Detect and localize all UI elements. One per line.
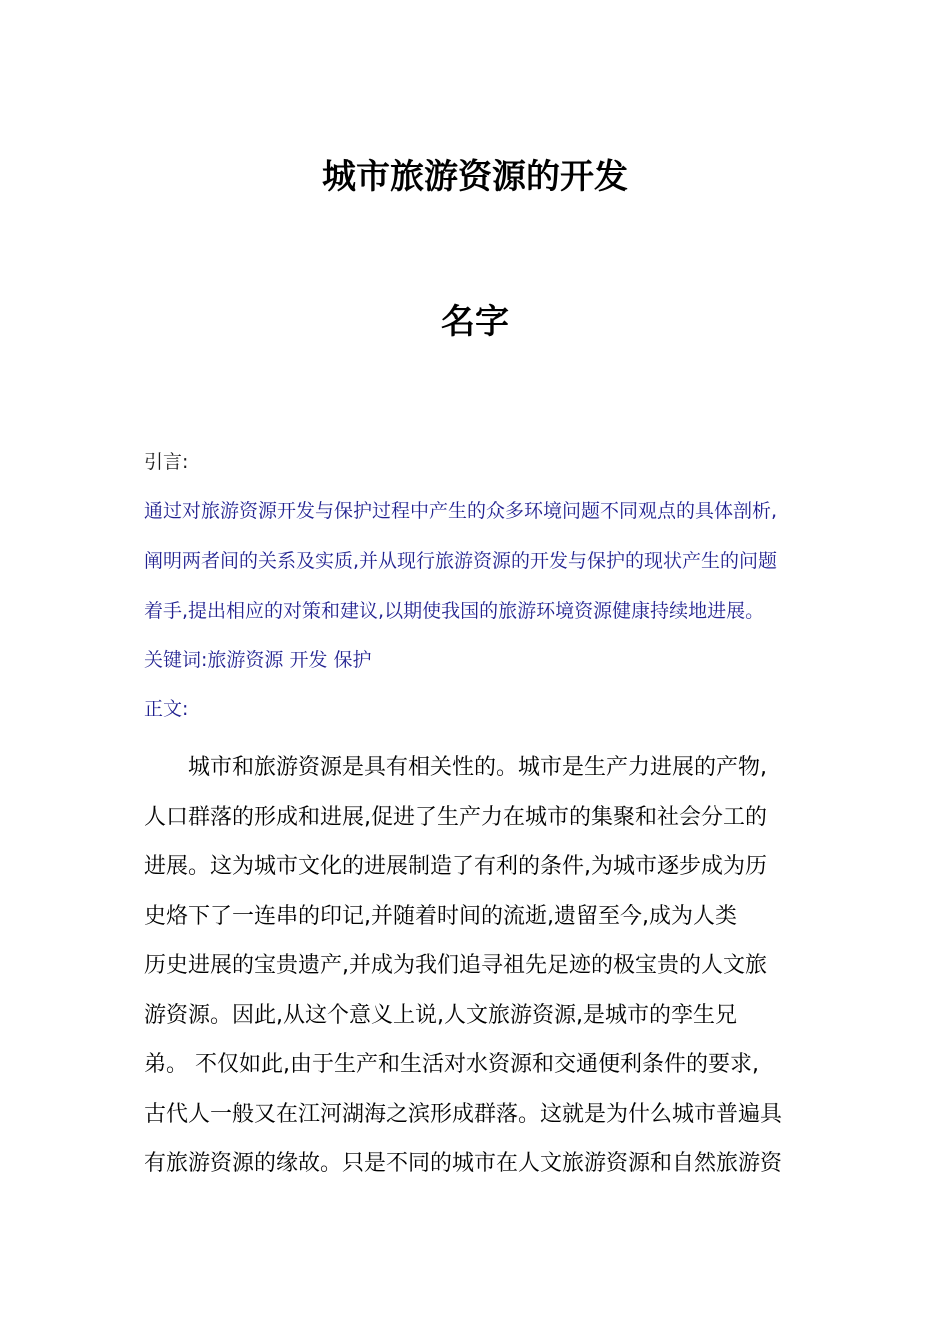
document-title: 城市旅游资源的开发 [322,157,628,197]
intro-label: 引言: [144,451,189,473]
author-name: 名字 [441,302,509,342]
body-line: 有旅游资源的缘故。只是不同的城市在人文旅游资源和自然旅游资 [144,1151,783,1176]
body-line: 古代人一般又在江河湖海之滨形成群落。这就是为什么城市普遍具 [144,1101,783,1127]
body-line: 史烙下了一连串的印记,并随着时间的流逝,遗留至今,成为人类 [144,903,737,929]
body-label: 正文: [144,698,189,720]
body-line: 进展。这为城市文化的进展制造了有利的条件,为城市逐步成为历 [144,854,767,879]
body-line: 城市和旅游资源是具有相关性的。城市是生产力进展的产物, [188,755,767,780]
body-line: 人口群落的形成和进展,促进了生产力在城市的集聚和社会分工的 [144,804,767,830]
body-paragraph [144,743,804,1189]
abstract-line: 着手,提出相应的对策和建议,以期使我国的旅游环境资源健康持续地进展。 [144,600,765,622]
keywords-line: 关键词:旅游资源 开发 保护 [144,649,372,671]
body-line: 弟。 不仅如此,由于生产和生活对水资源和交通便利条件的要求, [144,1052,759,1077]
abstract-line: 通过对旅游资源开发与保护过程中产生的众多环境问题不同观点的具体剖析, [144,500,778,522]
body-line: 游资源。因此,从这个意义上说,人文旅游资源,是城市的孪生兄 [144,1002,737,1028]
body-line: 历史进展的宝贵遗产,并成为我们追寻祖先足迹的极宝贵的人文旅 [144,953,767,978]
abstract-line: 阐明两者间的关系及实质,并从现行旅游资源的开发与保护的现状产生的问题 [144,550,778,572]
